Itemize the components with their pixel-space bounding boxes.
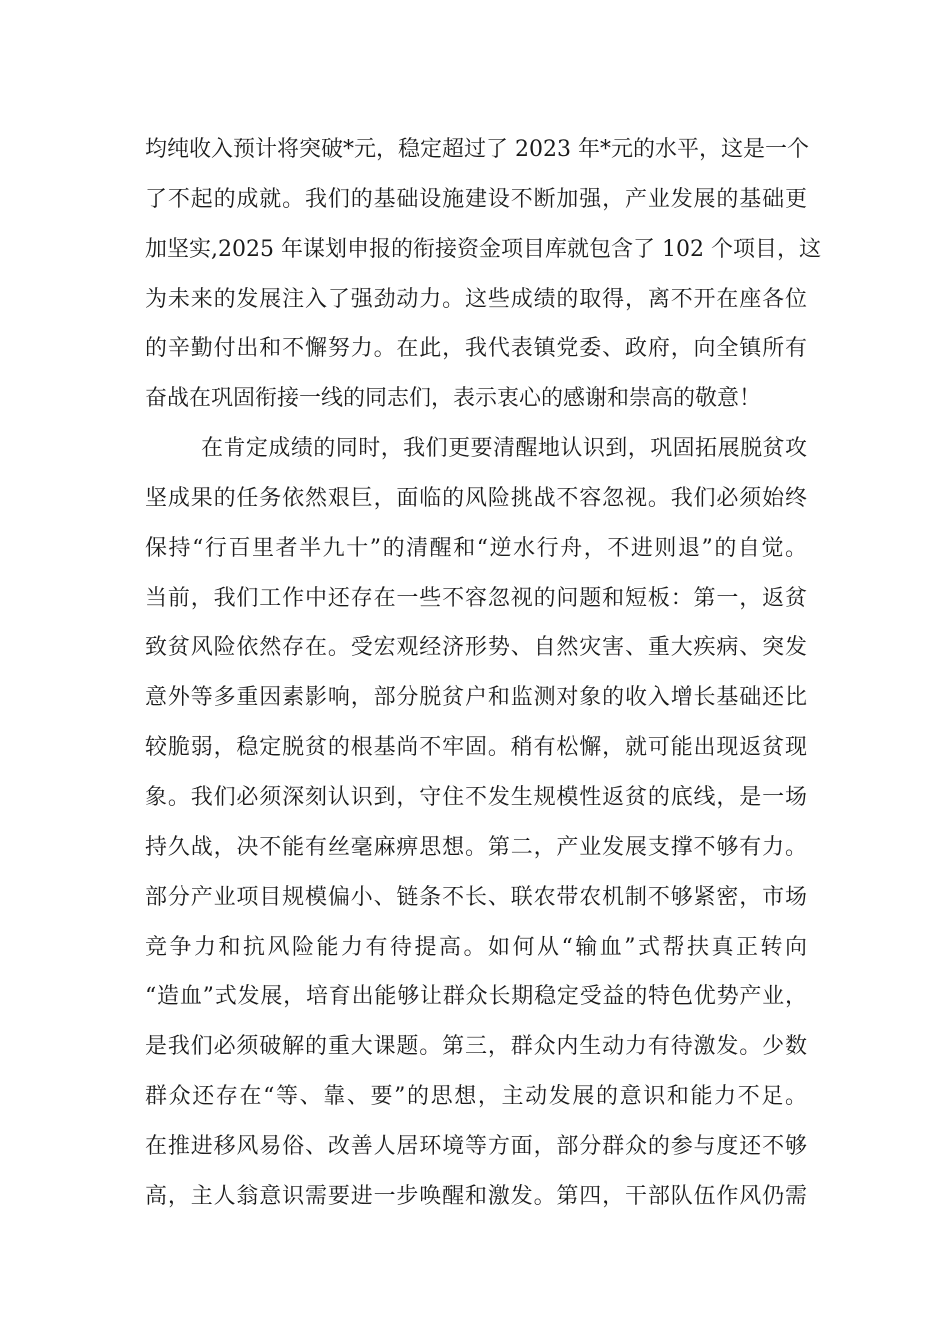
text-line: 意外等多重因素影响，部分脱贫户和监测对象的收入增长基础还比	[145, 685, 807, 711]
text-line: 当前，我们工作中还存在一些不容忽视的问题和短板：第一，返贫	[145, 585, 807, 611]
text-line: 部分产业项目规模偏小、链条不长、联农带农机制不够紧密，市场	[145, 884, 807, 910]
text-line: 为未来的发展注入了强劲动力。这些成绩的取得，离不开在座各位	[145, 286, 807, 312]
text-line: 高，主人翁意识需要进一步唤醒和激发。第四，干部队伍作风仍需	[145, 1183, 807, 1209]
paragraph-1	[145, 125, 821, 424]
text-line: 保持“行百里者半九十”的清醒和“逆水行舟，不进则退”的自觉。	[145, 535, 807, 561]
text-line: 了不起的成就。我们的基础设施建设不断加强，产业发展的基础更	[145, 186, 807, 212]
text-line: 是我们必须破解的重大课题。第三，群众内生动力有待激发。少数	[145, 1034, 807, 1060]
text-line: 象。我们必须深刻认识到，守住不发生规模性返贫的底线，是一场	[145, 784, 807, 810]
text-line: 较脆弱，稳定脱贫的根基尚不牢固。稍有松懈，就可能出现返贫现	[145, 735, 807, 761]
text-line: 在推进移风易俗、改善人居环境等方面，部分群众的参与度还不够	[145, 1133, 807, 1159]
document-body	[145, 125, 821, 1222]
text-line: 加坚实,2025 年谋划申报的衔接资金项目库就包含了 102 个项目，这	[145, 236, 821, 262]
text-line: 持久战，决不能有丝毫麻痹思想。第二，产业发展支撑不够有力。	[145, 834, 807, 860]
text-line-first-indented: 在肯定成绩的同时，我们更要清醒地认识到，巩固拓展脱贫攻	[201, 436, 807, 462]
text-line: 群众还存在“等、靠、要”的思想，主动发展的意识和能力不足。	[145, 1084, 807, 1110]
text-line: 的辛勤付出和不懈努力。在此，我代表镇党委、政府，向全镇所有	[145, 336, 807, 362]
text-line: 坚成果的任务依然艰巨，面临的风险挑战不容忽视。我们必须始终	[145, 485, 807, 511]
paragraph-2	[145, 424, 807, 1222]
text-line: “造血”式发展，培育出能够让群众长期稳定受益的特色优势产业，	[145, 984, 807, 1010]
text-line: 奋战在巩固衔接一线的同志们，表示衷心的感谢和崇高的敬意！	[145, 386, 762, 412]
text-line: 致贫风险依然存在。受宏观经济形势、自然灾害、重大疾病、突发	[145, 635, 807, 661]
text-line: 竞争力和抗风险能力有待提高。如何从“输血”式帮扶真正转向	[145, 934, 807, 960]
text-line: 均纯收入预计将突破*元，稳定超过了 2023 年*元的水平，这是一个	[145, 137, 809, 162]
